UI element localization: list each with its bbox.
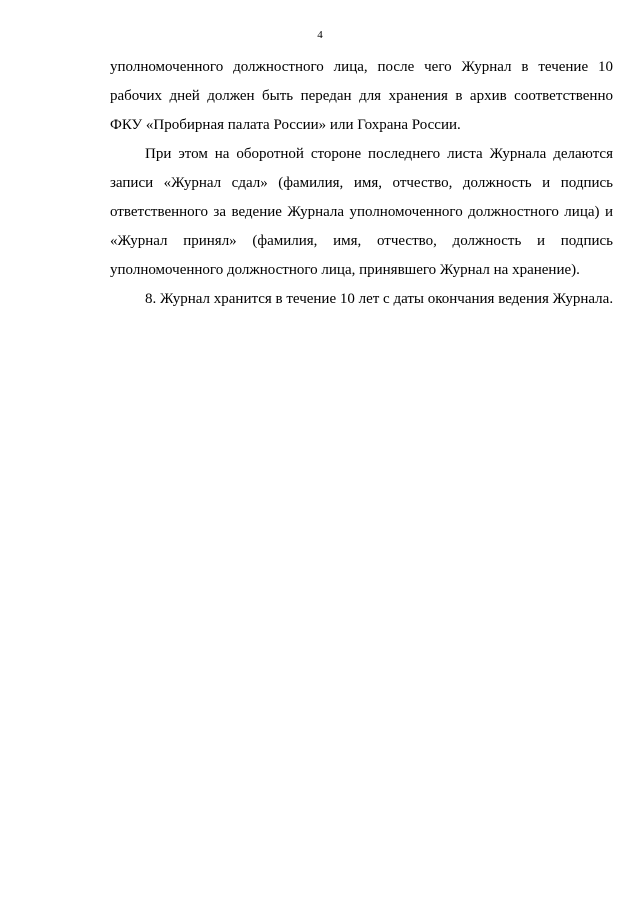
text-line: рабочих дней должен быть передан для хранения в архив соответственно — [110, 88, 613, 104]
text-line: 8. Журнал хранится в течение 10 лет с даты окончания ведения Журнала. — [145, 291, 614, 307]
page-number: 4 — [317, 29, 323, 41]
text-line: уполномоченного должностного лица, принявшего Журнал на хранение). — [110, 262, 580, 278]
text-line: «Журнал принял» (фамилия, имя, отчество, должность и подпись — [110, 233, 613, 249]
text-line: уполномоченного должностного лица, после чего Журнал в течение 10 — [110, 59, 613, 75]
text-line: При этом на оборотной стороне последнего листа Журнала делаются — [145, 146, 613, 162]
text-line: ответственного за ведение Журнала уполномоченного должностного лица) и — [110, 204, 613, 220]
text-line: записи «Журнал сдал» (фамилия, имя, отчество, должность и подпись — [110, 175, 613, 191]
text-line: ФКУ «Пробирная палата России» или Гохрана России. — [110, 117, 461, 133]
